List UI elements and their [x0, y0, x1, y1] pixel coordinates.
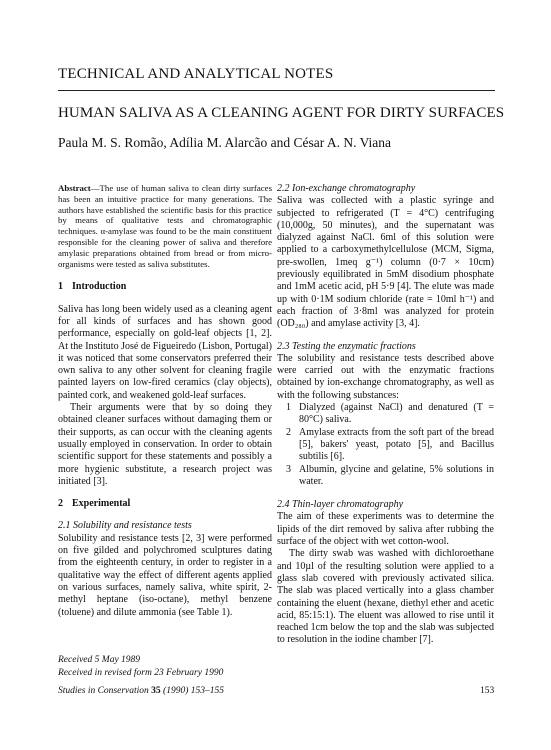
- subsection-2-1-text: Solubility and resistance tests [2, 3] were performed on five gilded and polychromed sculptures dating from the eighteenth century, in order to register in a qualitative way the effect of different agents applied on various surfaces, namely saliva, white spirit, 2-methyl heptane (iso-octane), methyl benzene (toluene) and dilute ammonia (see Table 1).: [58, 532, 272, 618]
- subsection-heading-2-4: 2.4 Thin-layer chromatography: [277, 499, 404, 511]
- abstract-label: Abstract: [58, 183, 91, 193]
- abstract-text: —The use of human saliva to clean dirty surfaces has been an intuitive practice for many generations. The authors have established the scientific basis for this practice by means of qualitative tests and chromatographic techniques. α-amylase was found to be the main constituent responsible for the cleaning power of saliva and therefore amylasic preparations obtained from bread or from micro-organisms were tested as saliva substitutes.: [58, 183, 272, 269]
- list-item: 2 Amylase extracts from the soft part of the bread [5], bakers' yeast, potato [5], and Bacillus subtilis [6].: [286, 426, 494, 463]
- subsection-heading-2-3: 2.3 Testing the enzymatic fractions: [277, 340, 416, 352]
- author-list: Paula M. S. Romão, Adília M. Alarcão and César A. N. Viana: [58, 135, 392, 150]
- banner-rule: [58, 90, 495, 91]
- right-column: [277, 183, 494, 647]
- page-number: 153: [480, 686, 495, 696]
- section-banner: TECHNICAL AND ANALYTICAL NOTES: [58, 66, 334, 82]
- section-heading-introduction: 1 Introduction: [58, 281, 127, 293]
- intro-paragraph-1: Saliva has long been widely used as a cleaning agent for all kinds of surfaces and has shown good performance, especially on gold-leaf objects [1, 2]. At the Instituto José de Figueiredo (Lisbon, Portugal) it was noticed that some conservators preferred their own saliva to any other solvent for cleaning fragile painted layers on low-fired ceramics (clay objects), painted cork, and weakened gold-leaf surfaces.: [58, 303, 272, 401]
- subsection-heading-2-2: 2.2 Ion-exchange chromatography: [277, 183, 416, 194]
- subsection-2-4-paragraph-1: The aim of these experiments was to determine the lipids of the dirt removed by saliva after rubbing the surface of the object with wet cotton-wool.: [277, 511, 494, 548]
- intro-paragraph-2: Their arguments were that by so doing they obtained cleaner surfaces without damaging them or their supports, as can occur with the cleaning agents usually employed in conservation. In order to obtain scientific support for these statements and possibly a more hygienic substitute, a research project was initiated [3].: [58, 402, 272, 487]
- subsection-2-4-paragraph-2: The dirty swab was washed with dichloroethane and 10µl of the resulting solution were applied to a glass slab covered with previously activated silica. The slab was placed vertically into a glass chamber containing the eluent (hexane, diethyl ether and acetic acid, 85:15:1). The eluent was allowed to rise until it reached 1cm below the top and the slab was subjected to resolution in the iodine chamber [7].: [277, 548, 494, 646]
- subsection-2-2-text: Saliva was collected with a plastic syringe and subjected to refrigerated (T = 4°C) centrifuging (10,000g, 50 minutes), and the supernatant was dialyzed against NaCl. 6ml of this solution were applied to a carboxymethylcellulose (MCM, Sigma, pre-swollen, 1meq g⁻¹) column (0·7 × 10cm) previously equilibrated in 5mM disodium phosphate and 1mM acetic acid, pH 5·9 [4]. The elute was made up with 0·1M sodium chloride (rate = 10ml h⁻¹) and each fraction of 3·8ml was analyzed for protein (OD₂₈₀) and amylase activity [3, 4].: [277, 195, 494, 330]
- journal-citation: Studies in Conservation 35 (1990) 153–155: [58, 686, 224, 696]
- received-dates: [58, 654, 223, 679]
- subsection-heading-2-1: 2.1 Solubility and resistance tests: [58, 520, 192, 532]
- list-item: 1 Dialyzed (against NaCl) and denatured (T = 80°C) saliva.: [286, 402, 494, 426]
- section-heading-experimental: 2 Experimental: [58, 498, 131, 510]
- revised-date: Received in revised form 23 February 1990: [58, 667, 224, 678]
- substance-list: [277, 402, 494, 488]
- left-column: [58, 183, 272, 619]
- list-item: 3 Albumin, glycine and gelatine, 5% solutions in water.: [286, 463, 494, 487]
- subsection-2-3-text: The solubility and resistance tests described above were carried out with the enzymatic fractions obtained by ion-exchange chromatography, as well as with the following substances:: [277, 352, 494, 401]
- article-title: HUMAN SALIVA AS A CLEANING AGENT FOR DIRTY SURFACES: [58, 105, 505, 121]
- received-date: Received 5 May 1989: [58, 655, 141, 665]
- abstract: [58, 183, 272, 269]
